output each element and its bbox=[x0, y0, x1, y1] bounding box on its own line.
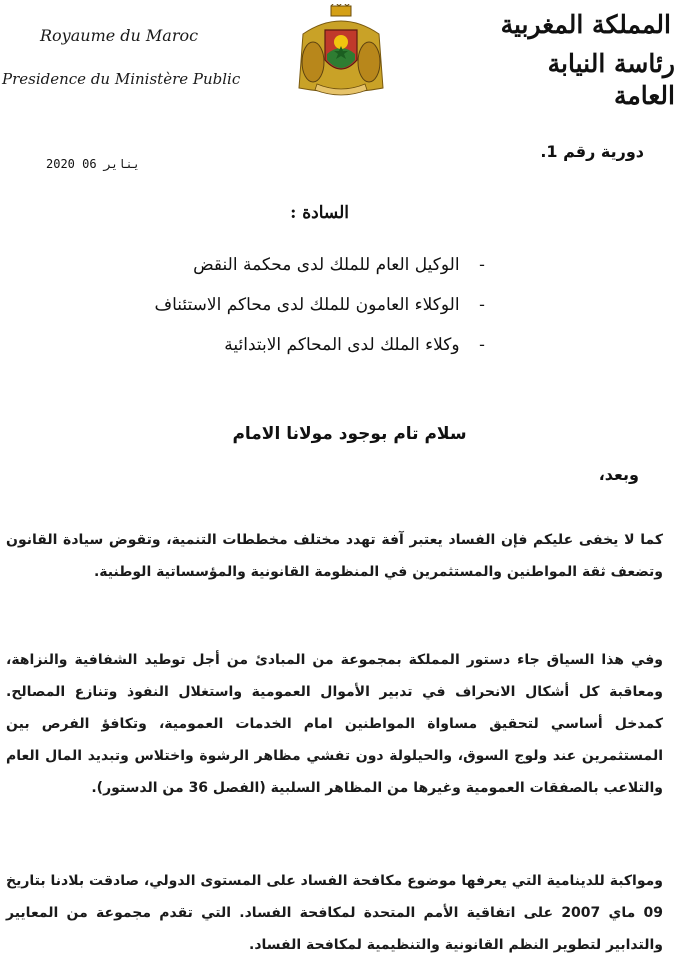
greeting-line: سلام تام بوجود مولانا الامام bbox=[232, 424, 467, 444]
recipient-label: الوكيل العام للملك لدى محكمة النقض bbox=[193, 255, 460, 275]
letterhead-ministry-fr: Presidence du Ministère Public bbox=[2, 70, 241, 88]
letterhead-arabic bbox=[481, 10, 675, 112]
circular-number: دورية رقم 1. bbox=[540, 142, 644, 161]
document-date: 2020 06 يناير bbox=[46, 157, 140, 171]
recipient-item bbox=[154, 290, 499, 330]
letterhead-kingdom-ar: المملكة المغربية bbox=[500, 10, 671, 39]
opener-word: وبعد، bbox=[598, 465, 639, 484]
recipient-label: وكلاء الملك لدى المحاكم الابتدائية bbox=[224, 335, 460, 355]
letterhead-ministry-ar: رئاسة النيابة العامة bbox=[547, 49, 675, 110]
body-paragraph-3: ومواكبة للدينامية التي يعرفها موضوع مكافحة الفساد على المستوى الدولي، صادقت بلادنا بتاريخ 09 ماي 2007 على اتفاقية الأمم المتحدة لمكافحة الفساد. التي تقدم مجموعة من المعايير والتدابير لتطوير النظم القانونية والتنظيمية لمكافحة الفساد. bbox=[6, 873, 663, 953]
recipient-item bbox=[169, 330, 499, 370]
recipient-label: الوكلاء العامون للملك لدى محاكم الاستئناف bbox=[154, 295, 460, 315]
bullet-dash: - bbox=[479, 335, 485, 355]
bullet-dash: - bbox=[479, 255, 485, 275]
salutation: السادة : bbox=[290, 203, 349, 223]
recipient-list bbox=[154, 250, 499, 370]
bullet-dash: - bbox=[479, 295, 485, 315]
letterhead-kingdom-fr: Royaume du Maroc bbox=[40, 26, 199, 45]
recipient-item bbox=[169, 250, 499, 290]
body-paragraph-2: وفي هذا السياق جاء دستور المملكة بمجموعة من المبادئ من أجل توطيد الشفافية والنزاهة، ومعاقبة كل أشكال الانحراف في تدبير الأموال العمومية واستغلال النفوذ وتنازع المصالح. كمدخل أساسي لتحقيق مساواة المواطنين امام الخدمات العمومية، وتكافؤ الفرص بين المستثمرين عند ولوج السوق، والحيلولة دون تفشي مظاهر الرشوة واختلاس وتبديد المال العام والتلاعب بالصفقات العمومية وغيرها من المظاهر السلبية (الفصل 36 من الدستور). bbox=[6, 652, 663, 796]
moroccan-coat-of-arms-icon bbox=[297, 4, 385, 98]
body-paragraph-1: كما لا يخفى عليكم فإن الفساد يعتبر آفة تهدد مختلف مخططات التنمية، وتقوض سيادة القانون وتضعف ثقة المواطنين والمستثمرين في المنظومة القانونية والمؤسساتية الوطنية. bbox=[6, 532, 663, 580]
